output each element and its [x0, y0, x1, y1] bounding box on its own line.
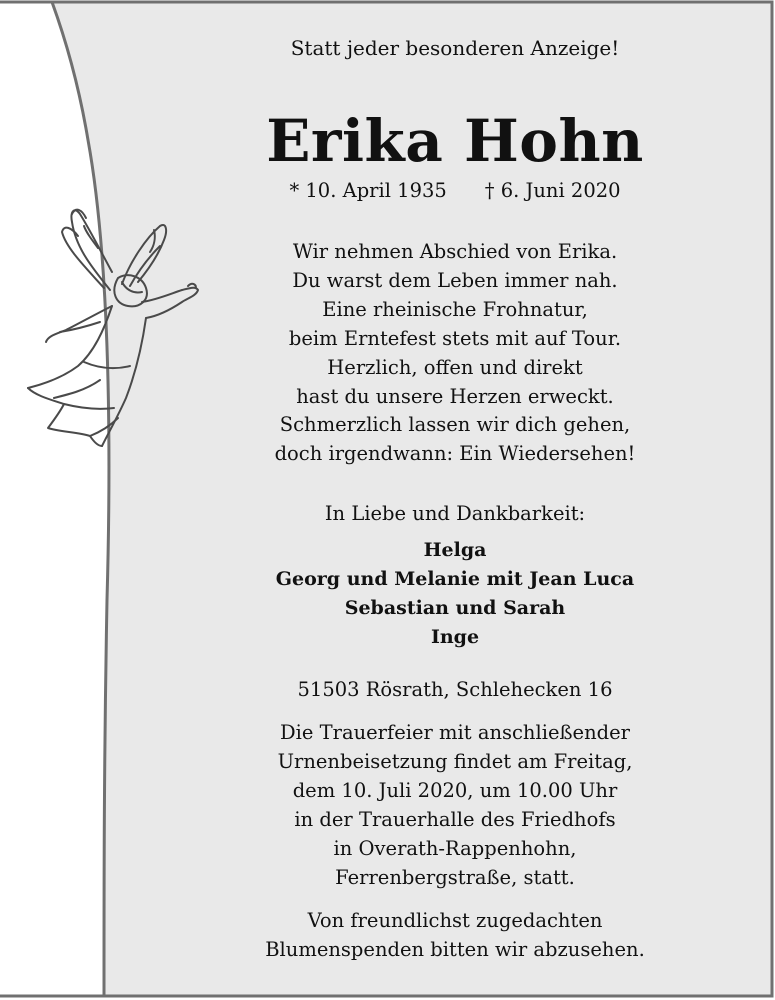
- family-member: Sebastian und Sarah: [344, 596, 566, 619]
- flowers-note: [135, 907, 775, 965]
- family-member: Helga: [423, 539, 487, 561]
- poem-line: doch irgendwann: Ein Wiedersehen!: [274, 442, 636, 466]
- birth-date: * 10. April 1935: [289, 179, 447, 202]
- poem: [135, 238, 775, 469]
- ceremony-info: [135, 719, 775, 892]
- poem-line: hast du unsere Herzen erweckt.: [296, 384, 614, 408]
- headline: Statt jeder besonderen Anzeige!: [290, 36, 620, 60]
- ceremony-line: Die Trauerfeier mit anschließender: [280, 721, 630, 744]
- life-dates: [135, 177, 775, 205]
- poem-line: Schmerzlich lassen wir dich gehen,: [279, 413, 631, 437]
- family-member: Georg und Melanie mit Jean Luca: [275, 567, 635, 590]
- ceremony-line: Urnenbeisetzung findet am Freitag,: [277, 749, 633, 773]
- family-names: [135, 536, 775, 652]
- death-date: † 6. Juni 2020: [484, 179, 621, 202]
- thanks-line: In Liebe und Dankbarkeit:: [324, 502, 586, 525]
- notice-content: [135, 0, 775, 1000]
- ceremony-line: dem 10. Juli 2020, um 10.00 Uhr: [292, 778, 618, 802]
- ceremony-line: Ferrenbergstraße, statt.: [335, 865, 575, 889]
- ceremony-line: in der Trauerhalle des Friedhofs: [294, 807, 616, 831]
- family-member: Inge: [430, 625, 480, 648]
- flowers-line: Von freundlichst zugedachten: [307, 909, 603, 932]
- poem-line: beim Erntefest stets mit auf Tour.: [288, 326, 622, 350]
- poem-line: Herzlich, offen und direkt: [327, 355, 583, 379]
- flowers-line: Blumenspenden bitten wir abzusehen.: [265, 937, 645, 961]
- poem-line: Wir nehmen Abschied von Erika.: [292, 240, 618, 263]
- address: 51503 Rösrath, Schlehecken 16: [297, 678, 613, 701]
- poem-line: Eine rheinische Frohnatur,: [322, 297, 588, 321]
- deceased-name: Erika Hohn: [266, 107, 644, 175]
- poem-line: Du warst dem Leben immer nah.: [292, 268, 618, 292]
- ceremony-line: in Overath-Rappenhohn,: [333, 836, 577, 860]
